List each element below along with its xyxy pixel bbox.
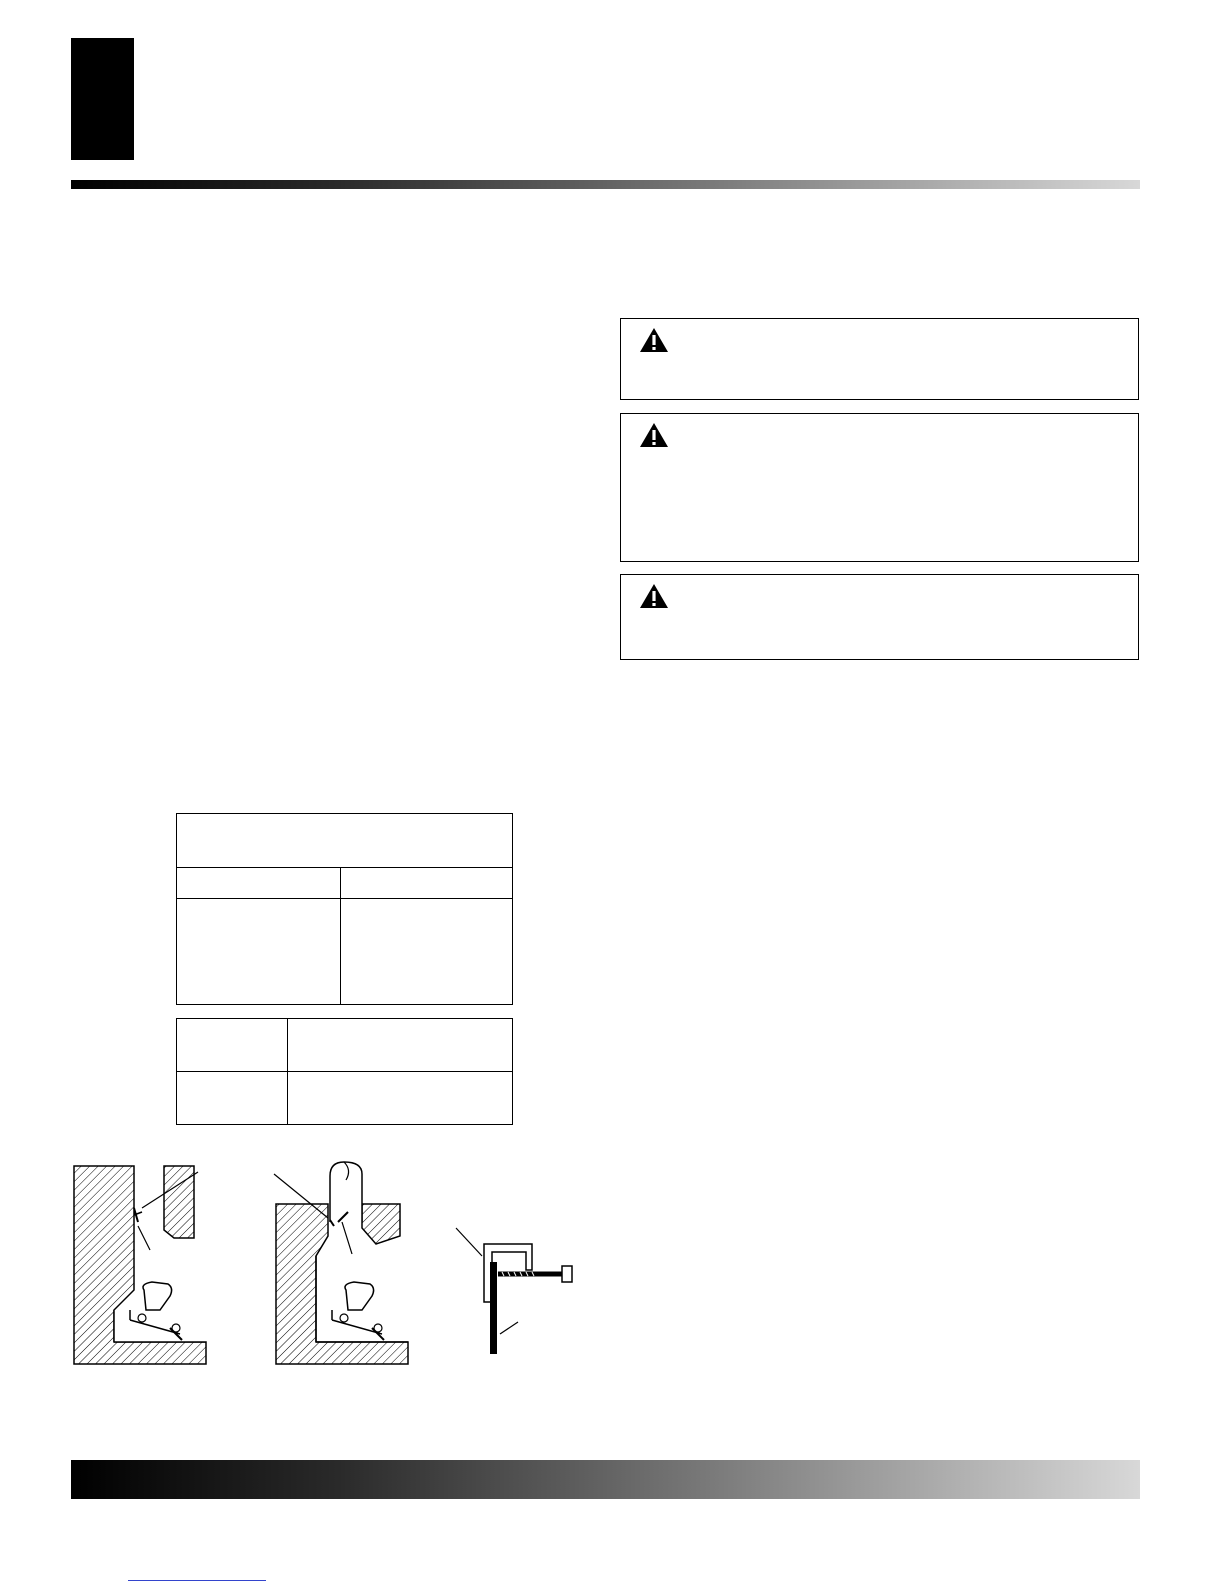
warning-triangle-icon [639, 583, 669, 609]
header-rule [71, 180, 1140, 189]
footer-link-underline[interactable] [128, 1580, 266, 1581]
table-cell [288, 1019, 513, 1072]
table-cell [288, 1072, 513, 1125]
footer-rule [71, 1460, 1140, 1499]
table-column-header [341, 868, 513, 899]
c-clamp-figure [452, 1222, 576, 1356]
table-header-cell [177, 814, 513, 868]
warning-triangle-icon [639, 422, 669, 448]
table-cell [177, 1072, 288, 1125]
warning-box-3 [620, 574, 1139, 660]
table-cell [177, 1019, 288, 1072]
fireplace-damper-figure [70, 1160, 210, 1366]
warning-box-2 [620, 413, 1139, 562]
fireplace-flue-figure [272, 1160, 412, 1366]
section-tab-marker [71, 38, 134, 160]
table-cell [177, 899, 341, 1005]
specification-table [176, 813, 513, 1005]
warning-triangle-icon [639, 327, 669, 353]
table-cell [341, 899, 513, 1005]
warning-box-1 [620, 318, 1139, 400]
table-column-header [177, 868, 341, 899]
secondary-table [176, 1018, 513, 1125]
